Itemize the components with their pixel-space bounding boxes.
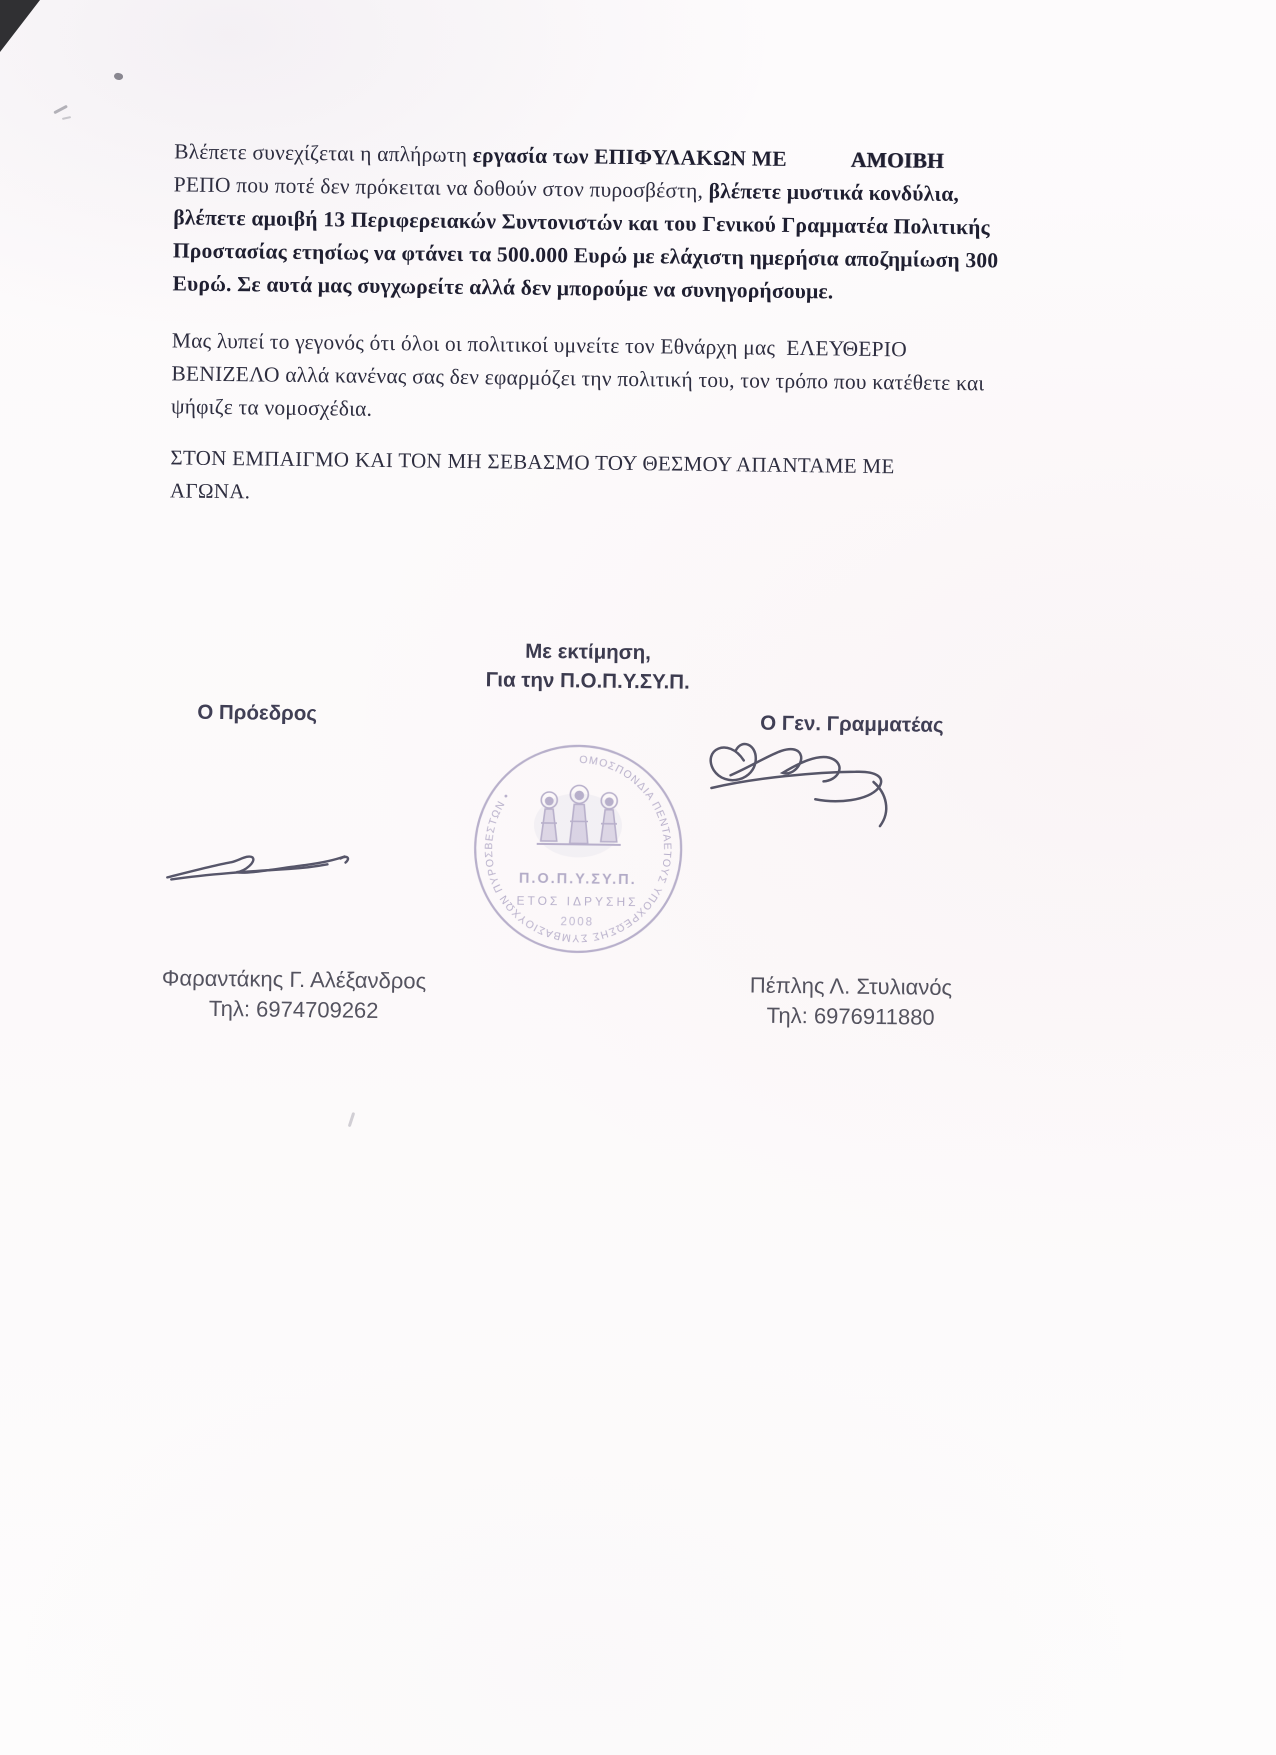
secretary-name: Πέπλης Λ. Στυλιανός bbox=[749, 972, 953, 1000]
text-run: βλέπετε αμοιβή 13 Περιφερειακών Συντονιστών και του Γενικού Γραμματέα Πολιτικής bbox=[173, 205, 991, 240]
closing-block bbox=[0, 631, 1184, 703]
president-name-block bbox=[138, 963, 451, 1027]
closing-salutation: Με εκτίμηση, bbox=[525, 639, 652, 665]
president-name: Φαραντάκης Γ. Αλέξανδρος bbox=[161, 965, 427, 994]
text-line: Μας λυπεί το γεγονός ότι όλοι οι πολιτικοί υμνείτε τον Εθνάρχη μας ΕΛΕΥΘΕΡΙΟ bbox=[171, 328, 908, 362]
saint-figures-icon bbox=[534, 785, 623, 858]
stamp-org-abbr: Π.Ο.Π.Υ.ΣΥ.Π. bbox=[518, 870, 637, 889]
secretary-signature-icon bbox=[685, 720, 901, 838]
president-phone: Τηλ: 6974709262 bbox=[208, 995, 379, 1023]
president-signature-icon bbox=[157, 819, 358, 891]
closing-organization: Για την Π.Ο.Π.Υ.ΣΥ.Π. bbox=[485, 667, 690, 694]
text-run: Βλέπετε συνεχίζεται η απλήρωτη bbox=[174, 139, 473, 168]
secretary-phone: Τηλ: 6976911880 bbox=[766, 1002, 935, 1030]
text-run: Προστασίας ετησίως να φτάνει τα 500.000 Ευρώ με ελάχιστη ημερήσια αποζημίωση 300 bbox=[172, 238, 999, 273]
text-line: ΒΕΝΙΖΕΛΟ αλλά κανένας σας δεν εφαρμόζει την πολιτική του, τον τρόπο που κατέθετε και bbox=[171, 361, 985, 396]
paragraph-venizelos bbox=[171, 324, 985, 433]
stamp-founding-label: ΕΤΟΣ ΙΔΡΥΣΗΣ bbox=[516, 893, 639, 910]
president-title: Ο Πρόεδρος bbox=[197, 700, 318, 726]
redacted-gap bbox=[787, 166, 851, 167]
text-run: βλέπετε μυστικά κονδύλια, bbox=[708, 178, 960, 206]
text-line: ΣΤΟΝ ΕΜΠΑΙΓΜΟ ΚΑΙ ΤΟΝ ΜΗ ΣΕΒΑΣΜΟ ΤΟΥ ΘΕΣΜΟΥ ΑΠΑΝΤΑΜΕ ΜΕ bbox=[170, 445, 895, 479]
paragraph-unpaid-work bbox=[172, 135, 999, 310]
text-run: ΡΕΠΟ που ποτέ δεν πρόκειται να δοθούν στον πυροσβέστη, bbox=[173, 172, 709, 203]
secretary-name-block bbox=[699, 970, 1002, 1034]
text-line: ΑΓΩΝΑ. bbox=[169, 478, 251, 504]
paragraph-struggle-statement bbox=[170, 441, 895, 516]
stamp-ring-text: ΟΜΟΣΠΟΝΔΙΑ ΠΕΝΤΑΕΤΟΥΣ ΥΠΟΧΡΕΩΣΗΣ ΣΥΜΒΑΣΙΟΥΧΩΝ ΠΥΡΟΣΒΕΣΤΩΝ • bbox=[483, 753, 674, 944]
union-stamp-icon bbox=[459, 730, 697, 968]
stamp-founding-year: 2008 bbox=[560, 916, 595, 929]
text-line: ψήφιζε τα νομοσχέδια. bbox=[170, 394, 373, 421]
secretary-title: Ο Γεν. Γραμματέας bbox=[760, 711, 944, 737]
text-run: Ευρώ. Σε αυτά μας συγχωρείτε αλλά δεν μπορούμε να συνηγορήσουμε. bbox=[172, 271, 834, 304]
text-run: εργασία των ΕΠΙΦΥΛΑΚΩΝ ΜΕ bbox=[472, 143, 787, 171]
text-run: ΑΜΟΙΒΗ bbox=[850, 147, 945, 173]
